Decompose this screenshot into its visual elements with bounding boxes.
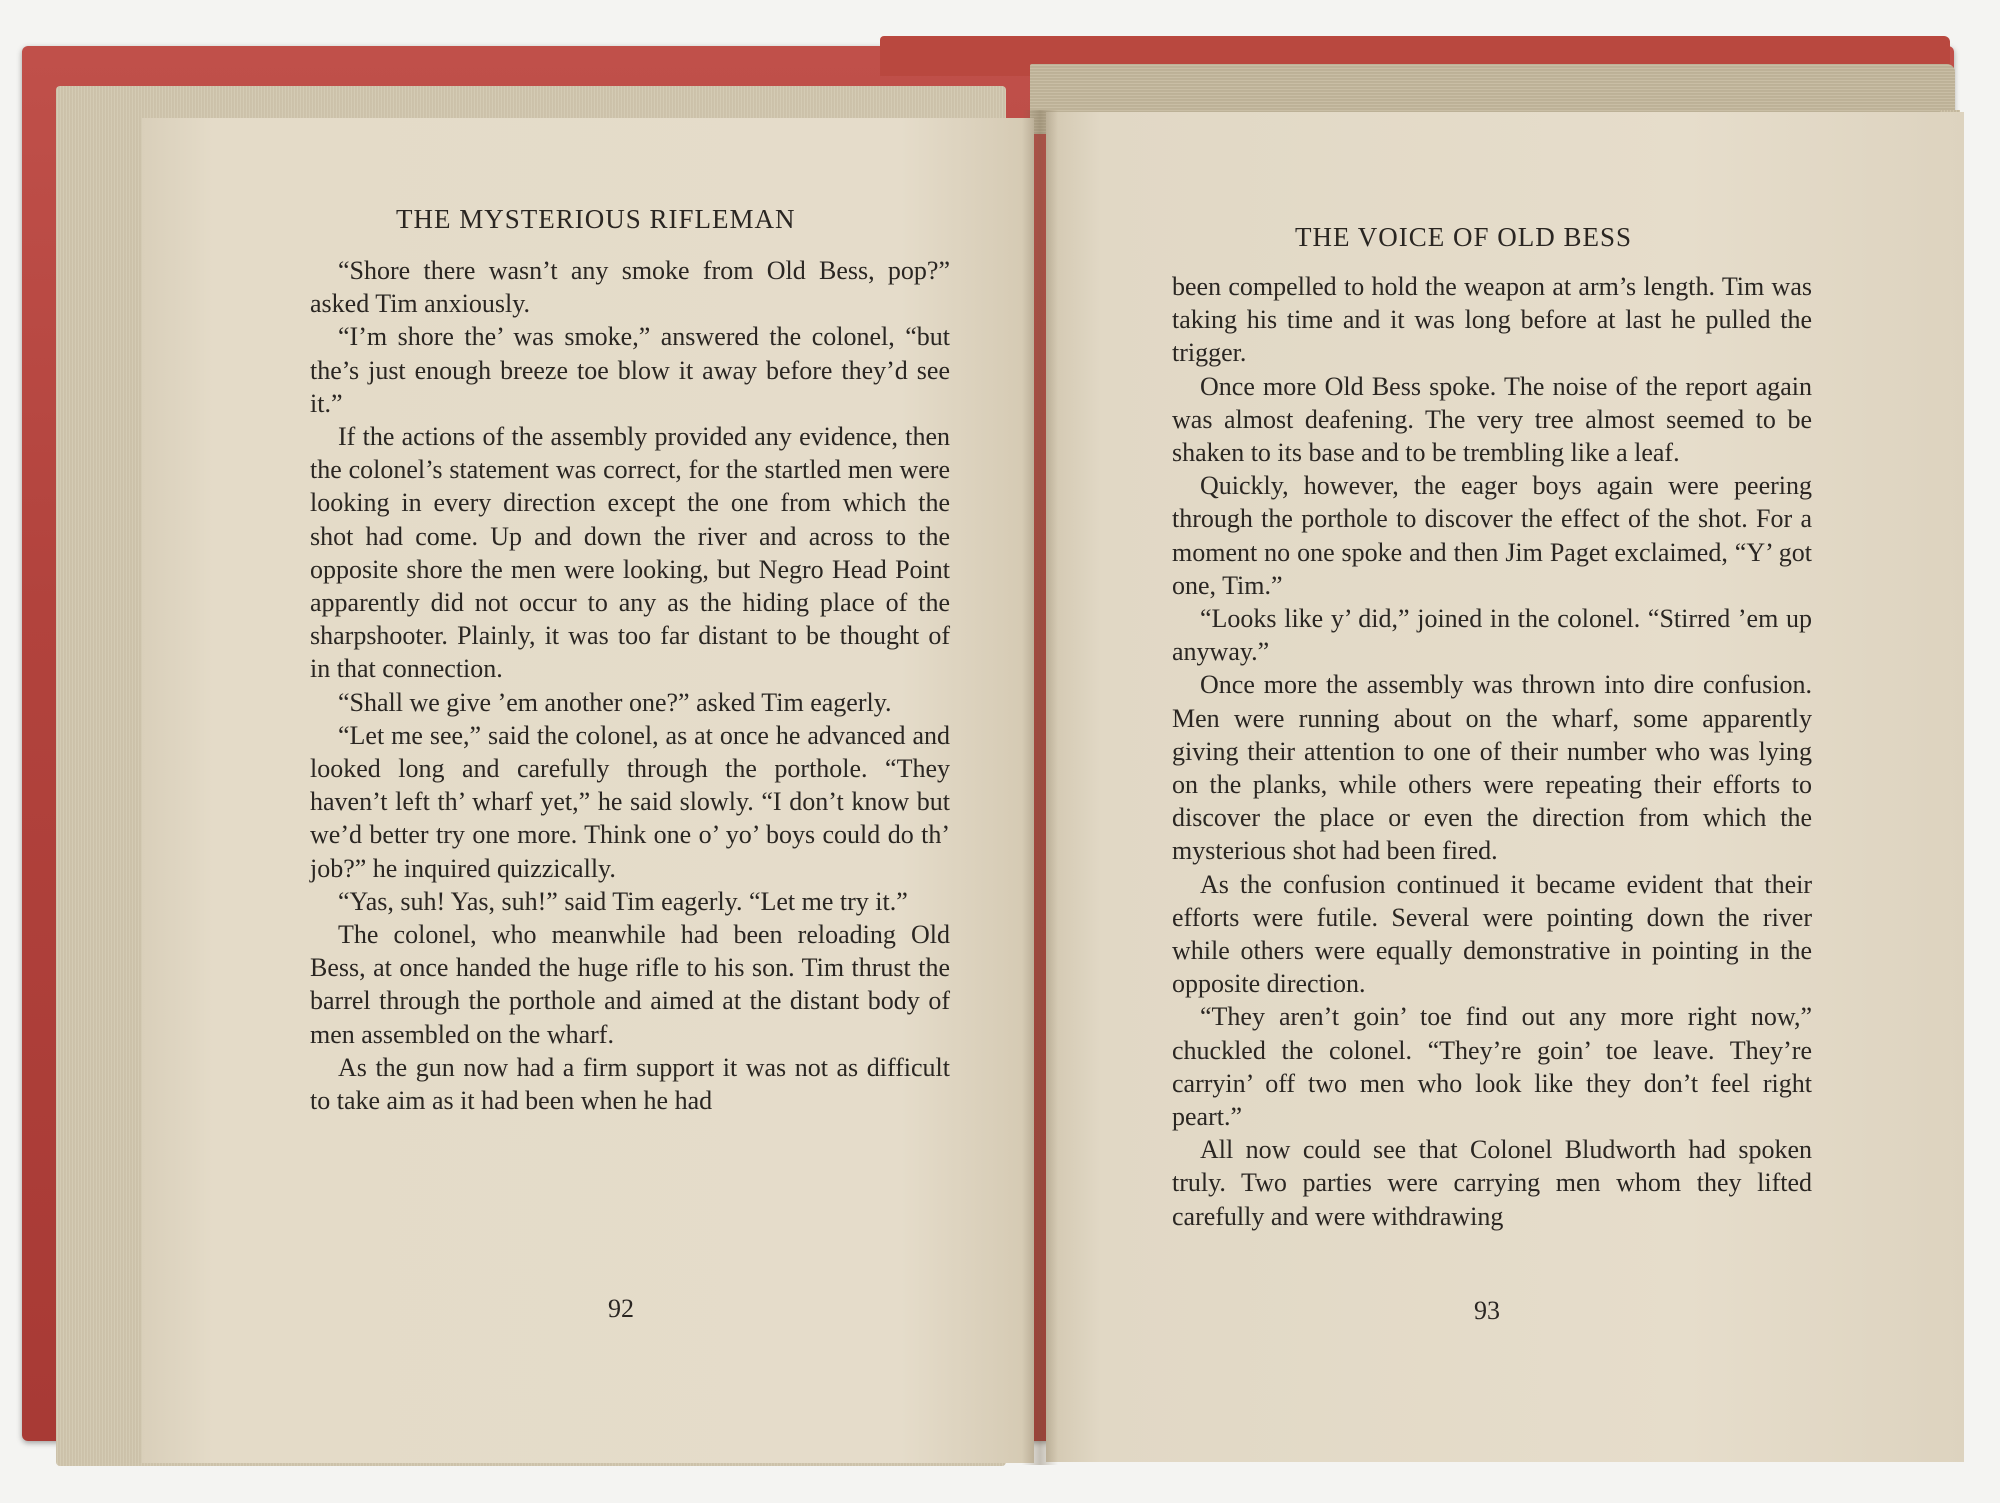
paragraph: “They aren’t goin’ toe find out any more right now,” chuckled the colonel. “They’re goin’ toe leave. They’re carryin’ off two men who look like they don’t feel right peart.” bbox=[1172, 1002, 1812, 1132]
paragraph: Once more Old Bess spoke. The noise of the report again was almost deafening. The very tree almost seemed to be shaken to its base and to be trembling like a leaf. bbox=[1172, 371, 1812, 468]
paragraph: “Looks like y’ did,” joined in the colonel. “Stirred ’em up anyway.” bbox=[1172, 604, 1812, 667]
right-page-text bbox=[1172, 270, 1812, 1233]
right-page bbox=[1046, 112, 1964, 1462]
right-page-number: 93 bbox=[1474, 1296, 1500, 1325]
paragraph: “Shore there wasn’t any smoke from Old Bess, pop?” asked Tim anxiously. bbox=[310, 256, 950, 319]
paragraph: “Let me see,” said the colonel, as at once he advanced and looked long and carefully through the porthole. “They haven’t left th’ wharf yet,” he said slowly. “I don’t know but we’d better try one more. Think one o’ yo’ boys could do th’ job?” he inquired quizzically. bbox=[310, 720, 950, 883]
paragraph: Quickly, however, the eager boys again were peering through the porthole to discover the effect of the shot. For a moment no one spoke and then Jim Paget exclaimed, “Y’ got one, Tim.” bbox=[1172, 471, 1812, 600]
paragraph: “Shall we give ’em another one?” asked Tim eagerly. bbox=[338, 687, 892, 717]
paragraph: As the confusion continued it became evident that their efforts were futile. Several were pointing down the river while others were equally demonstrative in pointing in the opposite direction. bbox=[1172, 869, 1812, 999]
left-page-number: 92 bbox=[608, 1294, 634, 1323]
paragraph: been compelled to hold the weapon at arm’s length. Tim was taking his time and it was long before at last he pulled the trigger. bbox=[1172, 272, 1812, 368]
paragraph: As the gun now had a firm support it was not as difficult to take aim as it had been when he had bbox=[310, 1052, 950, 1116]
left-running-head: THE MYSTERIOUS RIFLEMAN bbox=[396, 204, 796, 234]
paragraph: “I’m shore the’ was smoke,” answered the colonel, “but the’s just enough breeze toe blow it away before they’d see it.” bbox=[310, 322, 950, 418]
left-page bbox=[142, 118, 1034, 1463]
book-gutter bbox=[1022, 110, 1058, 1465]
paragraph: The colonel, who meanwhile had been reloading Old Bess, at once handed the huge rifle to his son. Tim thrust the barrel through the porthole and aimed at the distant body of men assembled on the wharf. bbox=[310, 920, 950, 1049]
paragraph: Once more the assembly was thrown into dire confusion. Men were running about on the wharf, some apparently giving their attention to one of their number who was lying on the planks, while others were repeating their efforts to discover the place or even the direction from which the mysterious shot had been fired. bbox=[1172, 670, 1812, 866]
paragraph: If the actions of the assembly provided any evidence, then the colonel’s statement was correct, for the startled men were looking in every direction except the one from which the shot had come. Up and down the river and across to the opposite shore the men were looking, but Negro Head Point apparently did not occur to any as the hiding place of the sharpshooter. Plainly, it was too far distant to be thought of in that connection. bbox=[310, 422, 950, 684]
left-page-text bbox=[310, 254, 950, 1117]
paragraph: “Yas, suh! Yas, suh!” said Tim eagerly. “Let me try it.” bbox=[338, 886, 908, 916]
right-running-head: THE VOICE OF OLD BESS bbox=[1295, 222, 1633, 252]
paragraph: All now could see that Colonel Bludworth had spoken truly. Two parties were carrying men whom they lifted carefully and were withdrawing bbox=[1172, 1135, 1812, 1231]
